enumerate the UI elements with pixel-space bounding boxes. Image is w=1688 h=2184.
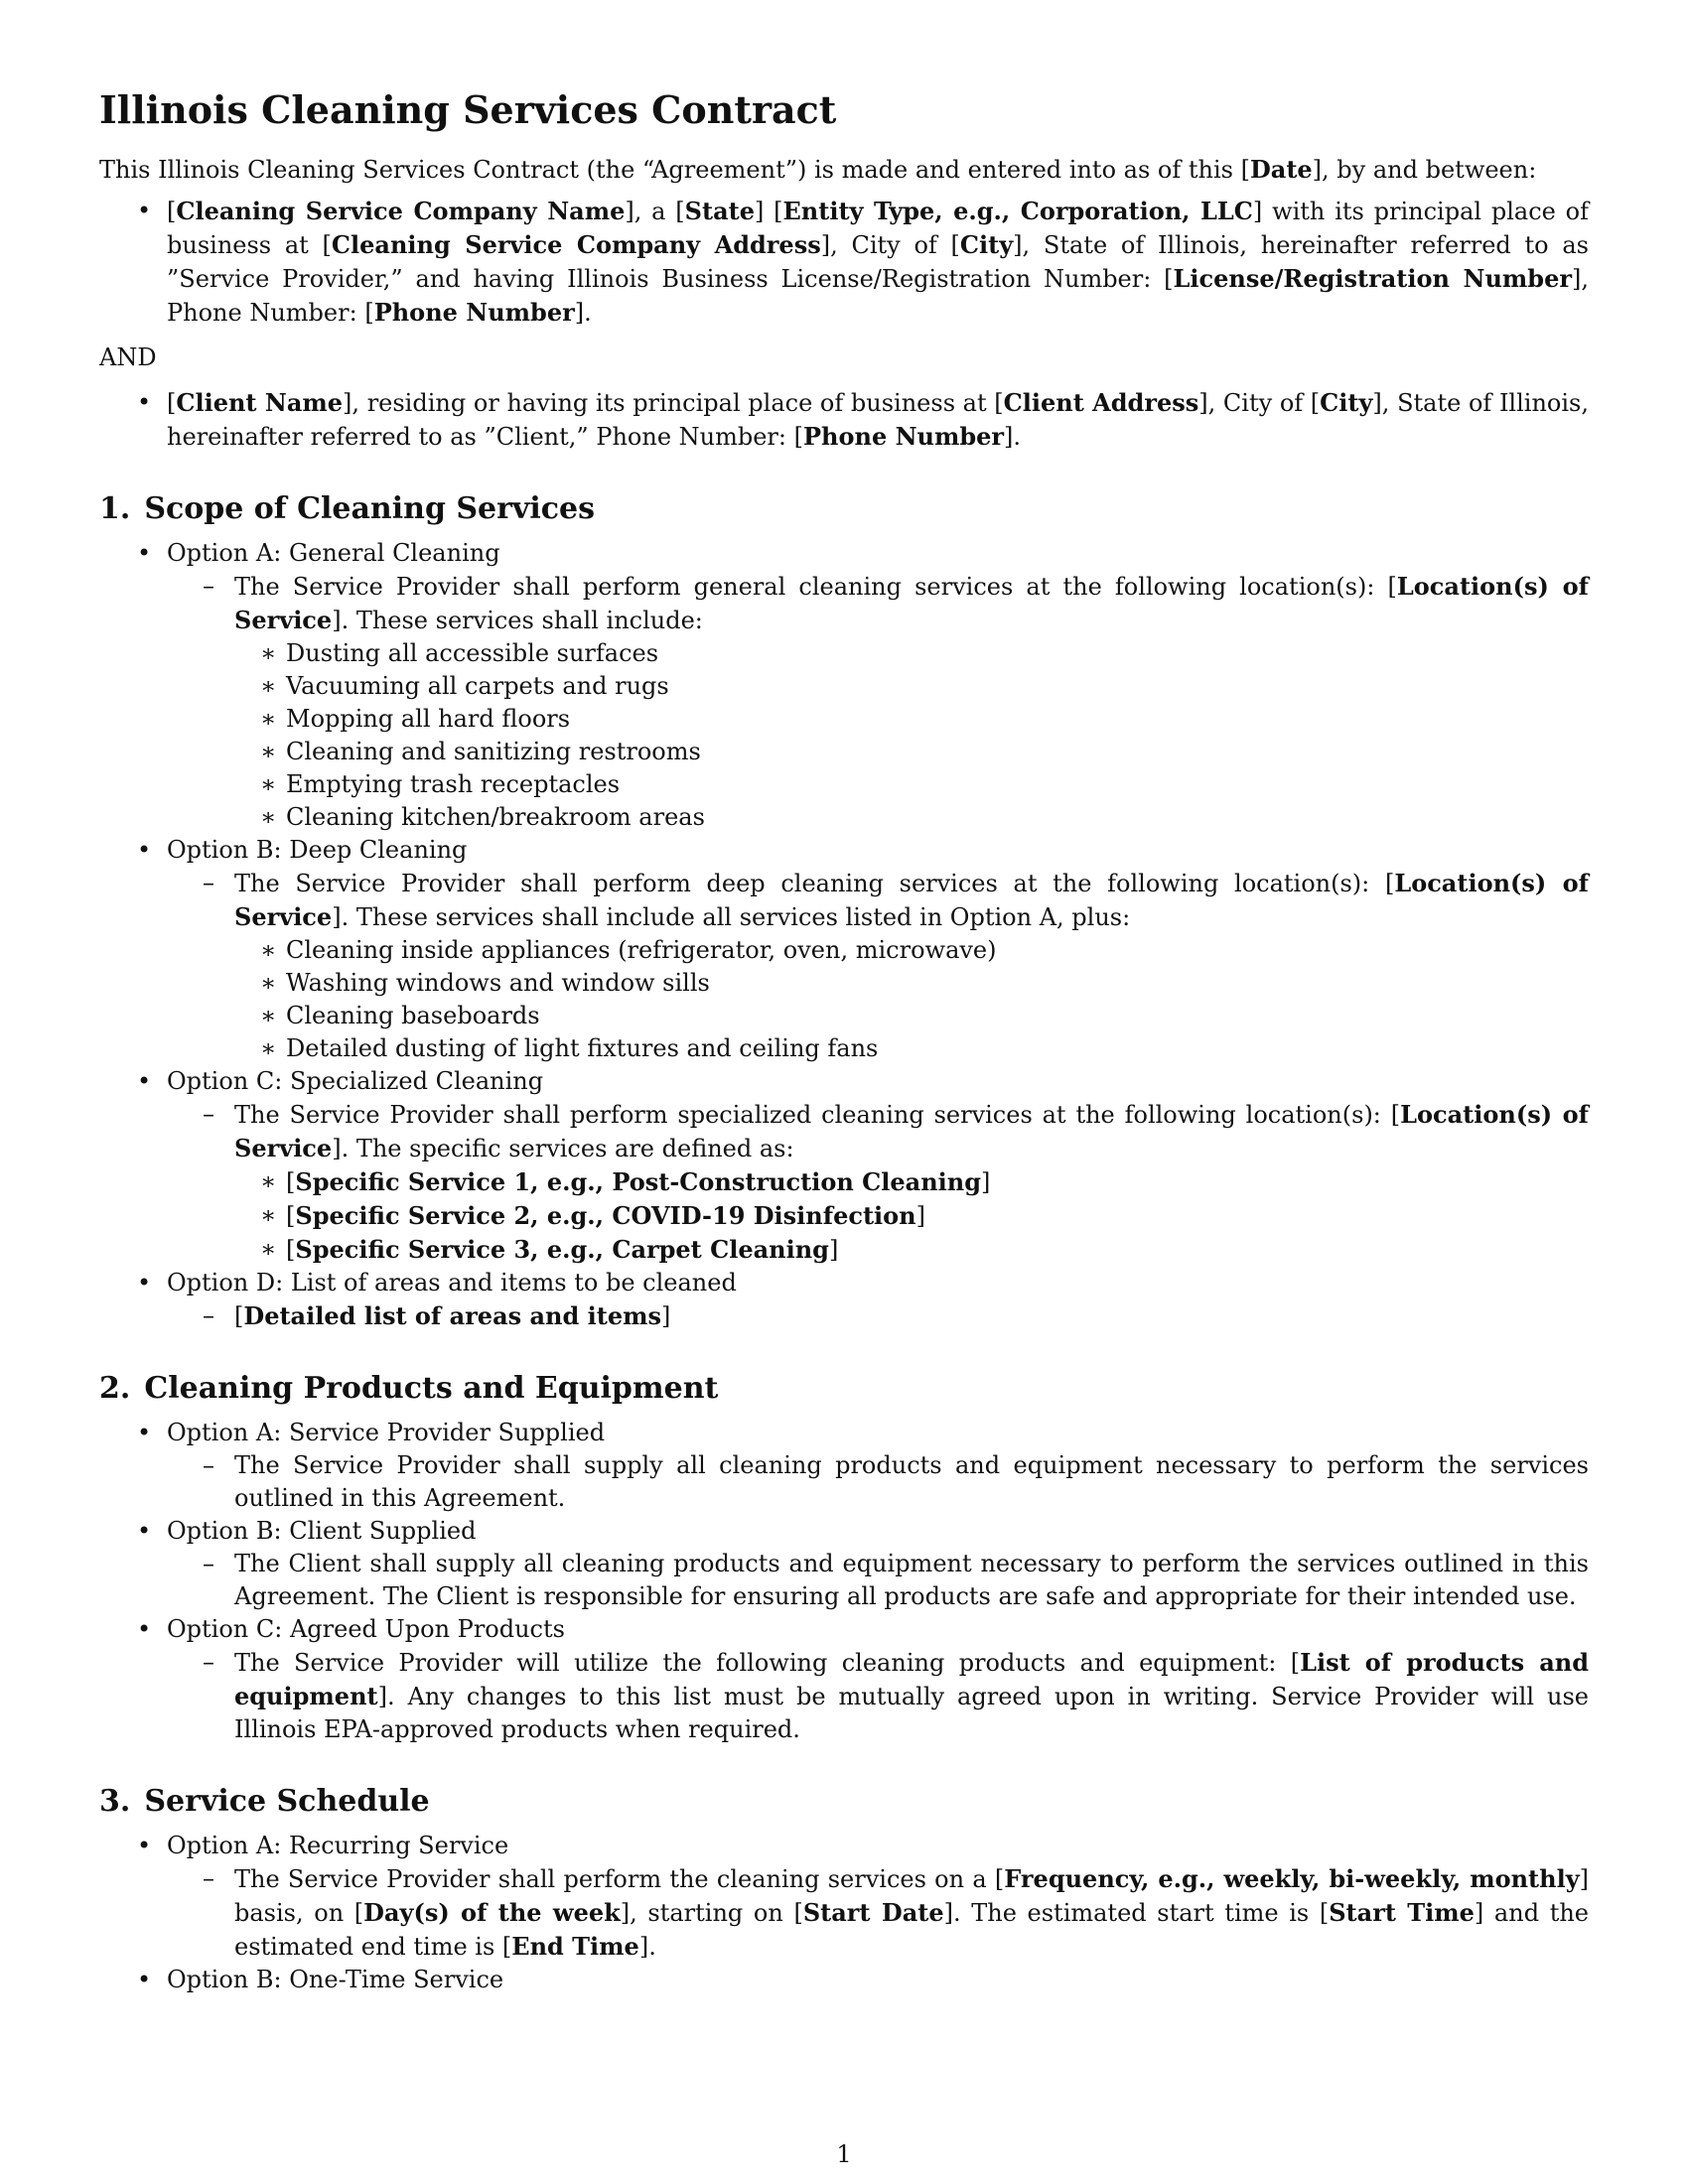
option-item: • Option C: Specialized Cleaning – The Service Provider shall perform specialized cleaning services at the following location(s): [Location(s) of Service]. The specific services are defined as: ∗ [Specific Service 1, e.g., Post-Construction Cleaning] ∗ [Specific Service 2, e.g., COVID-19 Disinfection] ∗ [Specific Service 3, e.g., Carpet Cleaning] xyxy=(99,1065,1589,1267)
option-item: • Option B: Client Supplied – The Client shall supply all cleaning products and equipment necessary to perform the services outlined in this Agreement. The Client is responsible for ensuring all products are safe and appropriate for their intended use. xyxy=(99,1515,1589,1613)
list-item: ∗ Emptying trash receptacles xyxy=(234,768,1589,801)
list-item: ∗ Vacuuming all carpets and rugs xyxy=(234,670,1589,703)
list-item: ∗ Mopping all hard floors xyxy=(234,703,1589,736)
provider-party: • [Cleaning Service Company Name], a [State] [Entity Type, e.g., Corporation, LLC] with its principal place of business at [Cleaning Service Company Address], City of [City], State of Illinois, hereinafter referred to as ”Service Provider,” and having Illinois Business License/Registration Number: [License/Registration Number], Phone Number: [Phone Number]. xyxy=(99,195,1589,330)
option-item: • Option B: Deep Cleaning – The Service Provider shall perform deep cleaning services at the following location(s): [Location(s) of Service]. These services shall include all services listed in Option A, plus: ∗ Cleaning inside appliances (refrigerator, oven, microwave) ∗ Washing windows and window sills ∗ Cleaning baseboards ∗ Detailed dusting of light fixtures and ceiling fans xyxy=(99,834,1589,1065)
service-list xyxy=(234,1165,1589,1267)
option-item: • Option A: General Cleaning – The Service Provider shall perform general cleaning services at the following location(s): [Location(s) of Service]. These services shall include: ∗ Dusting all accessible surfaces ∗ Vacuuming all carpets and rugs ∗ Mopping all hard floors ∗ Cleaning and sanitizing restrooms ∗ Emptying trash receptacles ∗ Cleaning kitchen/breakroom areas xyxy=(99,537,1589,834)
option-detail: – The Service Provider shall perform the cleaning services on a [Frequency, e.g., weekly, bi-weekly, monthly] basis, on [Day(s) of the week], starting on [Start Date]. The estimated start time is [Start Time] and the estimated end time is [End Time]. xyxy=(167,1862,1589,1964)
page-number: 1 xyxy=(836,2140,852,2168)
date-placeholder: Date xyxy=(1249,154,1313,184)
service-list xyxy=(234,934,1589,1065)
section-1-heading: 1. Scope of Cleaning Services xyxy=(99,490,596,526)
option-detail: – [Detailed list of areas and items] xyxy=(167,1299,1589,1333)
section-3-options xyxy=(99,1830,1589,1996)
list-item: ∗ Detailed dusting of light fixtures and ceiling fans xyxy=(234,1032,1589,1065)
list-item: ∗ Cleaning kitchen/breakroom areas xyxy=(234,801,1589,834)
option-detail: – The Service Provider shall perform general cleaning services at the following location(s): [Location(s) of Service]. These services shall include: ∗ Dusting all accessible surfaces ∗ Vacuuming all carpets and rugs ∗ Mopping all hard floors ∗ Cleaning and sanitizing restrooms ∗ Emptying trash receptacles ∗ Cleaning kitchen/breakroom areas xyxy=(167,570,1589,834)
provider-list xyxy=(99,195,1589,330)
option-item: • Option C: Agreed Upon Products – The Service Provider will utilize the following cleaning products and equipment: [List of products and equipment]. Any changes to this list must be mutually agreed upon in writing. Service Provider will use Illinois EPA-approved products when required. xyxy=(99,1613,1589,1746)
option-detail: – The Client shall supply all cleaning products and equipment necessary to perform the services outlined in this Agreement. The Client is responsible for ensuring all products are safe and appropriate for their intended use. xyxy=(167,1548,1589,1613)
option-item: • Option A: Service Provider Supplied – The Service Provider shall supply all cleaning products and equipment necessary to perform the services outlined in this Agreement. xyxy=(99,1417,1589,1515)
list-item: ∗ [Specific Service 2, e.g., COVID-19 Disinfection] xyxy=(234,1199,1589,1233)
option-detail: – The Service Provider shall perform deep cleaning services at the following location(s): [Location(s) of Service]. These services shall include all services listed in Option A, plus: ∗ Cleaning inside appliances (refrigerator, oven, microwave) ∗ Washing windows and window sills ∗ Cleaning baseboards ∗ Detailed dusting of light fixtures and ceiling fans xyxy=(167,867,1589,1065)
client-party: • [Client Name], residing or having its principal place of business at [Client Address], City of [City], State of Illinois, hereinafter referred to as ”Client,” Phone Number: [Phone Number]. xyxy=(99,386,1589,454)
section-2-heading: 2. Cleaning Products and Equipment xyxy=(99,1370,719,1406)
option-item: • Option D: List of areas and items to be cleaned – [Detailed list of areas and items] xyxy=(99,1267,1589,1333)
section-3-heading: 3. Service Schedule xyxy=(99,1783,430,1819)
document-page xyxy=(99,87,1589,1996)
document-title: Illinois Cleaning Services Contract xyxy=(99,87,837,132)
option-item: • Option B: One-Time Service xyxy=(99,1964,1589,1996)
option-detail: – The Service Provider will utilize the following cleaning products and equipment: [List of products and equipment]. Any changes to this list must be mutually agreed upon in writing. Service Provider will use Illinois EPA-approved products when required. xyxy=(167,1646,1589,1746)
list-item: ∗ Washing windows and window sills xyxy=(234,967,1589,1000)
and-separator: AND xyxy=(99,342,157,371)
section-2-options xyxy=(99,1417,1589,1746)
option-item: • Option A: Recurring Service – The Service Provider shall perform the cleaning services on a [Frequency, e.g., weekly, bi-weekly, monthly] basis, on [Day(s) of the week], starting on [Start Date]. The estimated start time is [Start Time] and the estimated end time is [End Time]. xyxy=(99,1830,1589,1964)
list-item: ∗ Cleaning inside appliances (refrigerator, oven, microwave) xyxy=(234,934,1589,967)
list-item: ∗ Cleaning and sanitizing restrooms xyxy=(234,736,1589,768)
option-detail: – The Service Provider shall supply all cleaning products and equipment necessary to perform the services outlined in this Agreement. xyxy=(167,1449,1589,1515)
section-1-options xyxy=(99,537,1589,1333)
list-item: ∗ Cleaning baseboards xyxy=(234,1000,1589,1032)
client-list xyxy=(99,386,1589,454)
list-item: ∗ Dusting all accessible surfaces xyxy=(234,637,1589,670)
service-list xyxy=(234,637,1589,834)
option-detail: – The Service Provider shall perform specialized cleaning services at the following location(s): [Location(s) of Service]. The specific services are defined as: ∗ [Specific Service 1, e.g., Post-Construction Cleaning] ∗ [Specific Service 2, e.g., COVID-19 Disinfection] ∗ [Specific Service 3, e.g., Carpet Cleaning] xyxy=(167,1098,1589,1267)
list-item: ∗ [Specific Service 1, e.g., Post-Construction Cleaning] xyxy=(234,1165,1589,1199)
list-item: ∗ [Specific Service 3, e.g., Carpet Cleaning] xyxy=(234,1233,1589,1267)
intro-paragraph: This Illinois Cleaning Services Contract (the “Agreement”) is made and entered into as of this [Date], by and between: xyxy=(99,154,1537,184)
